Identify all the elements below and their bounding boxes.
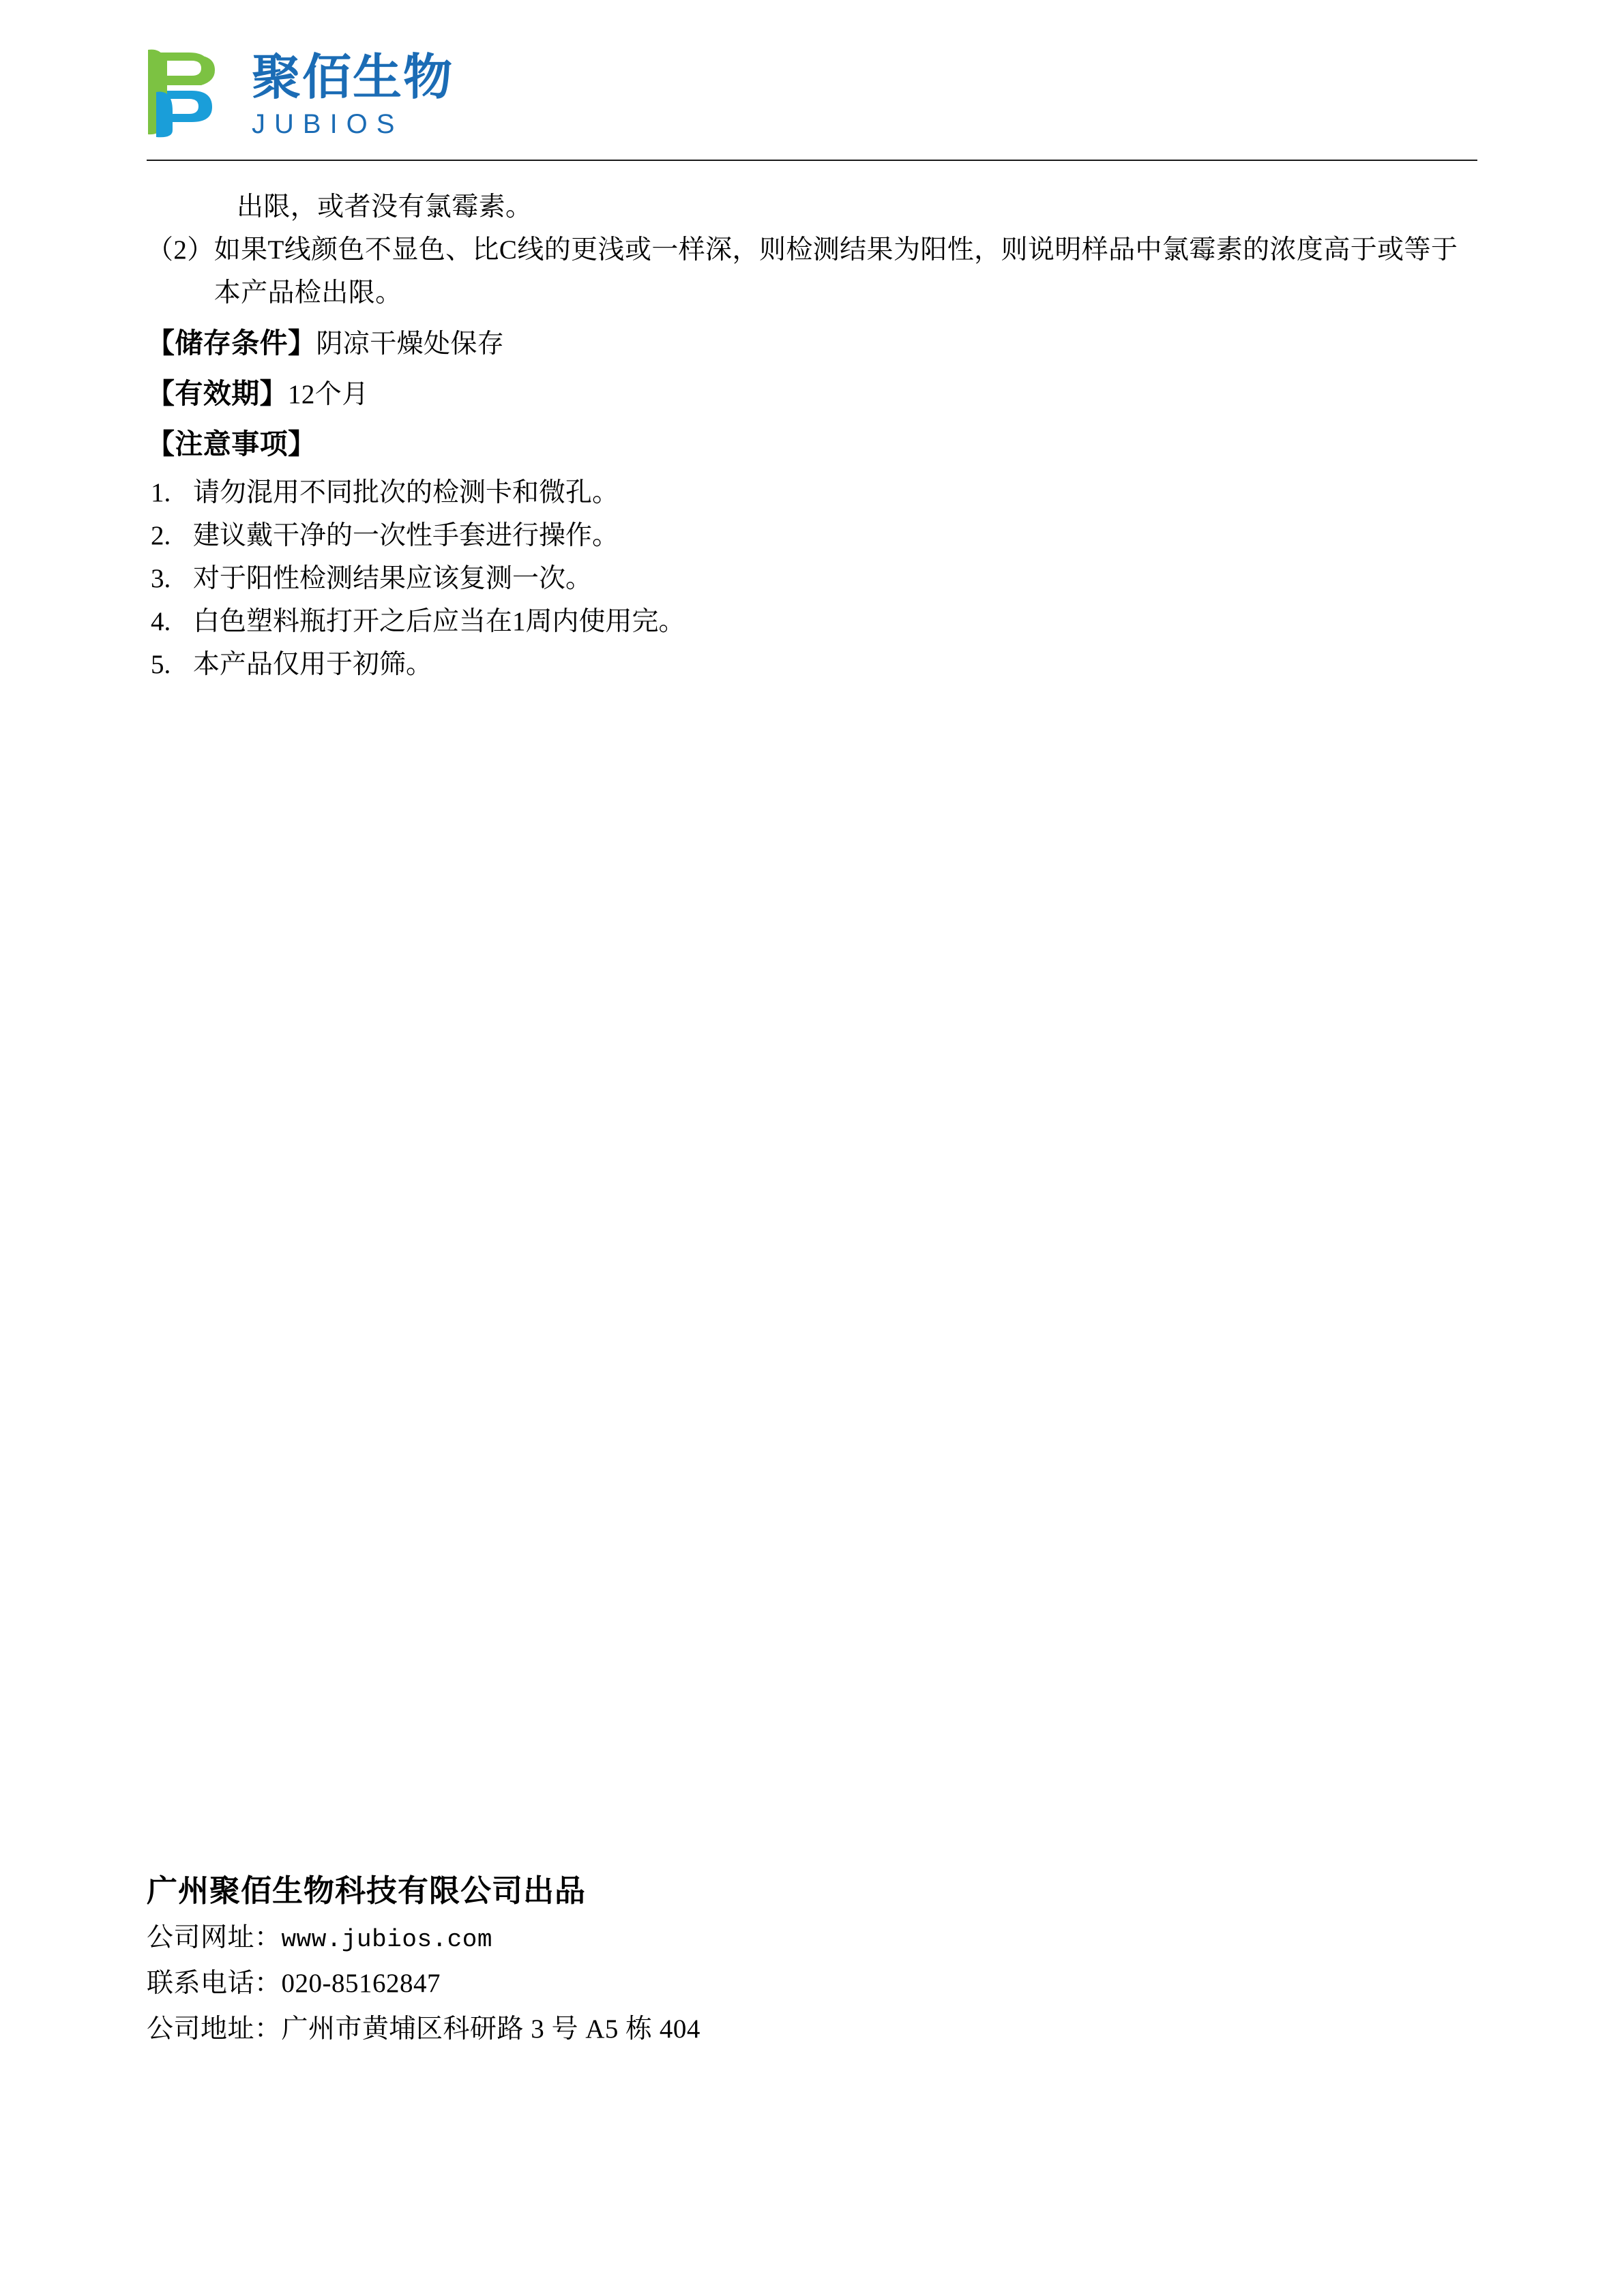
result-item-2-text: 如果T线颜色不显色、比C线的更浅或一样深，则检测结果为阳性，则说明样品中氯霉素的浓度高于或等于本产品检出限。 xyxy=(213,235,1458,308)
company-phone xyxy=(147,1960,1483,2006)
company-phone-value: 020-85162847 xyxy=(281,1969,441,1999)
list-item xyxy=(147,471,1483,514)
list-item-number: 1. xyxy=(151,477,171,507)
notes-list xyxy=(147,471,1483,687)
company-website-label: 公司网址： xyxy=(147,1922,282,1952)
logo-chinese-name: 聚佰生物 xyxy=(252,50,454,105)
notes-label: 【注意事项】 xyxy=(147,428,316,460)
list-item xyxy=(147,514,1483,557)
validity-value: 12个月 xyxy=(288,379,369,409)
document-body xyxy=(147,185,1483,687)
logo-english-name: JUBIOS xyxy=(252,109,404,139)
list-item-text: 白色塑料瓶打开之后应当在1周内使用完。 xyxy=(193,607,685,637)
company-name: 广州聚佰生物科技有限公司出品 xyxy=(147,1874,587,1908)
result-item-2 xyxy=(147,228,1483,314)
company-phone-label: 联系电话： xyxy=(147,1969,282,1999)
header-divider xyxy=(147,160,1477,161)
jubios-leaf-logo-icon xyxy=(147,46,234,141)
list-item-text: 请勿混用不同批次的检测卡和微孔。 xyxy=(193,477,619,507)
list-item-number: 3. xyxy=(151,564,171,594)
company-website xyxy=(147,1915,1483,1961)
company-address-value: 广州市黄埔区科研路 3 号 A5 栋 404 xyxy=(281,2014,700,2044)
list-item xyxy=(147,643,1483,686)
continued-paragraph: 出限，或者没有氯霉素。 xyxy=(237,192,533,222)
storage-section xyxy=(147,320,1483,366)
storage-value: 阴凉干燥处保存 xyxy=(316,329,505,359)
logo-text-block xyxy=(252,48,454,139)
storage-label: 【储存条件】 xyxy=(147,327,316,359)
company-logo xyxy=(147,35,1477,151)
list-item-number: 2. xyxy=(151,520,171,550)
company-website-value: www.jubios.com xyxy=(281,1925,492,1954)
list-item xyxy=(147,557,1483,600)
page-header xyxy=(147,35,1477,165)
company-address xyxy=(147,2006,1483,2052)
list-item xyxy=(147,600,1483,643)
page-footer xyxy=(147,1868,1483,2053)
list-item-text: 建议戴干净的一次性手套进行操作。 xyxy=(193,520,619,550)
validity-section xyxy=(147,371,1483,416)
list-item-number: 4. xyxy=(151,607,171,637)
notes-section-label xyxy=(147,421,1483,466)
list-item-text: 本产品仅用于初筛。 xyxy=(193,650,433,680)
result-item-2-marker: （2） xyxy=(147,235,214,265)
validity-label: 【有效期】 xyxy=(147,377,288,409)
list-item-number: 5. xyxy=(151,650,171,680)
list-item-text: 对于阳性检测结果应该复测一次。 xyxy=(193,564,593,594)
company-address-label: 公司地址： xyxy=(147,2014,282,2044)
